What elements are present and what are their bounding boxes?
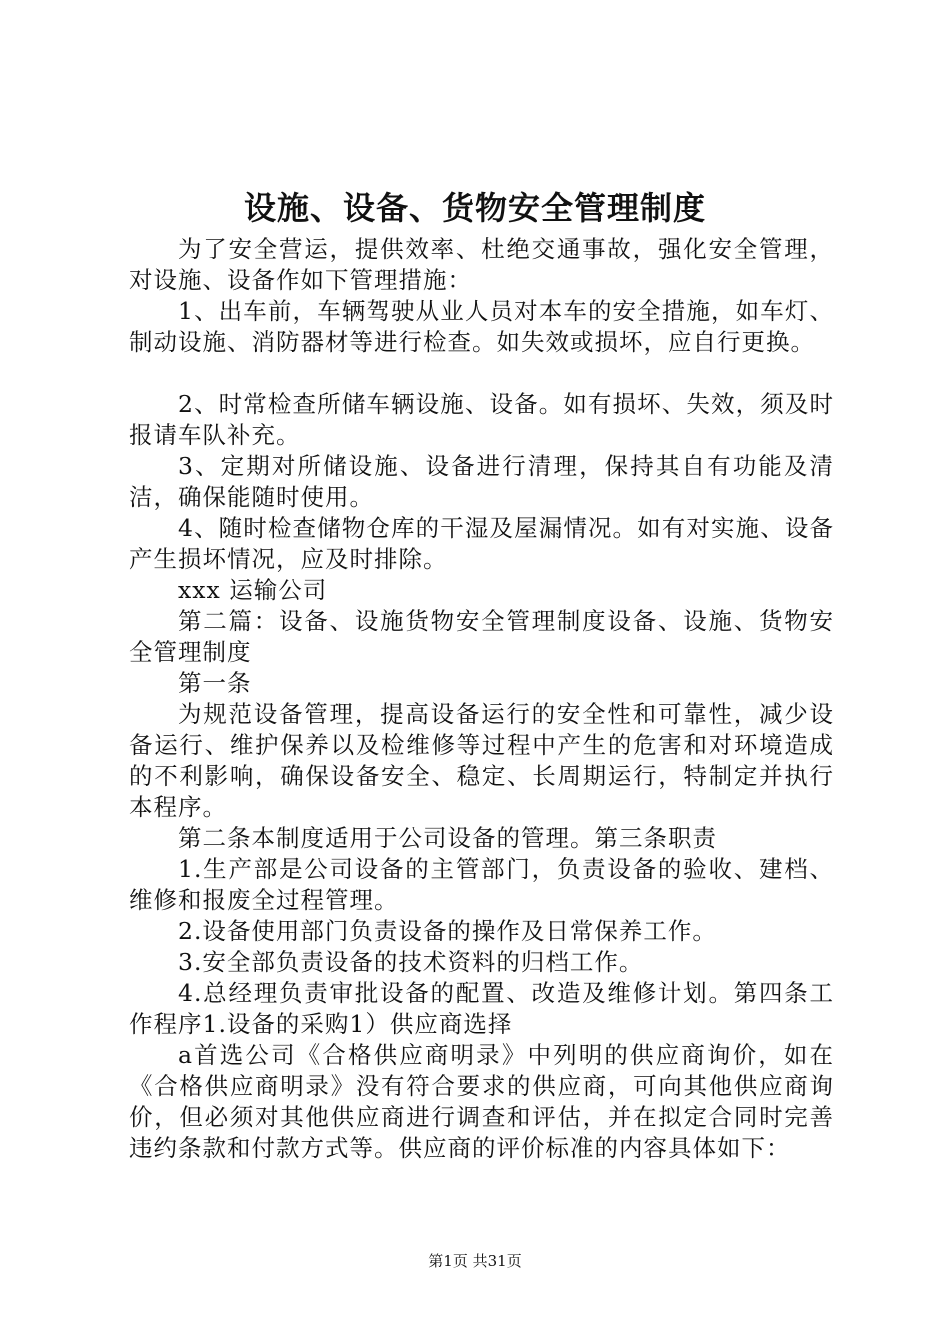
paragraph-duty-3: 3.安全部负责设备的技术资料的归档工作。 — [178, 948, 644, 976]
paragraph-item-1: 1、出车前，车辆驾驶从业人员对本车的安全措施，如车灯、制动设施、消防器材等进行检查。如失效或损坏，应自行更换。 — [129, 297, 834, 356]
paragraph-duty-1: 1.生产部是公司设备的主管部门，负责设备的验收、建档、维修和报废全过程管理。 — [129, 855, 834, 914]
paragraph-article-1: 第一条 — [178, 669, 252, 697]
paragraph-section-2-heading: 第二篇：设备、设施货物安全管理制度设备、设施、货物安全管理制度 — [129, 607, 834, 666]
paragraph-item-3: 3、定期对所储设施、设备进行清理，保持其自有功能及清洁，确保能随时使用。 — [129, 452, 834, 511]
document-title: 设施、设备、货物安全管理制度 — [243, 189, 706, 227]
paragraph-intro: 为了安全营运，提供效率、杜绝交通事故，强化安全管理，对设施、设备作如下管理措施： — [129, 235, 834, 294]
paragraph-duty-4: 4.总经理负责审批设备的配置、改造及维修计划。第四条工作程序1.设备的采购1）供应商选择 — [129, 979, 834, 1038]
paragraph-article-2-3: 第二条本制度适用于公司设备的管理。第三条职责 — [178, 824, 717, 852]
paragraph-supplier-selection: a首选公司《合格供应商明录》中列明的供应商询价，如在《合格供应商明录》没有符合要求的供应商，可向其他供应商询价，但必须对其他供应商进行调查和评估，并在拟定合同时完善违约条款和付款方式等。供应商的评价标准的内容具体如下： — [129, 1041, 834, 1162]
paragraph-duty-2: 2.设备使用部门负责设备的操作及日常保养工作。 — [178, 917, 717, 945]
paragraph-company: xxx 运输公司 — [178, 576, 328, 604]
paragraph-purpose: 为规范设备管理，提高设备运行的安全性和可靠性，减少设备运行、维护保养以及检维修等过程中产生的危害和对环境造成的不利影响，确保设备安全、稳定、长周期运行，特制定并执行本程序。 — [129, 700, 834, 821]
paragraph-item-2: 2、时常检查所储车辆设施、设备。如有损坏、失效，须及时报请车队补充。 — [129, 390, 834, 449]
paragraph-item-4: 4、随时检查储物仓库的干湿及屋漏情况。如有对实施、设备产生损坏情况，应及时排除。 — [129, 514, 834, 573]
document-body — [129, 234, 834, 1164]
page-footer: 第1页 共31页 — [428, 1252, 522, 1270]
